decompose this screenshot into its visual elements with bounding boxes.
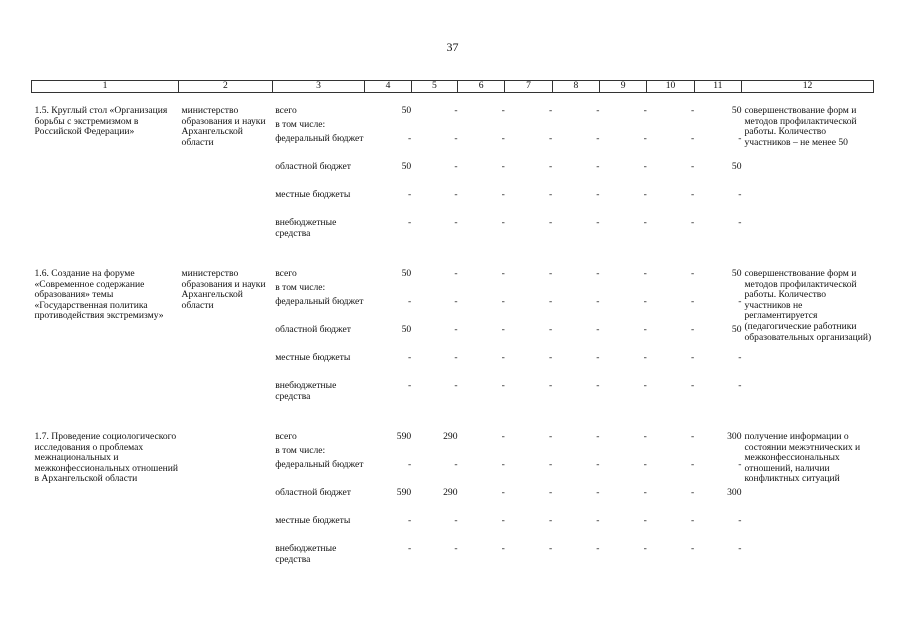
value-cell: - bbox=[501, 217, 505, 228]
value-cell: - bbox=[596, 296, 600, 307]
funding-source: местные бюджеты bbox=[275, 352, 351, 363]
value-cell bbox=[600, 446, 647, 460]
value-cell: - bbox=[501, 133, 505, 144]
value-cell: - bbox=[596, 133, 600, 144]
funding-source: всего bbox=[275, 268, 297, 279]
value-cell bbox=[600, 283, 647, 297]
value-cell: 50 bbox=[731, 105, 742, 116]
value-cell: - bbox=[690, 268, 695, 279]
value-cell: - bbox=[501, 515, 505, 526]
value-cell bbox=[458, 283, 505, 297]
column-header-1: 1 bbox=[32, 81, 179, 93]
value-cell: 50 bbox=[401, 161, 412, 172]
value-cell: - bbox=[690, 459, 695, 470]
value-cell: - bbox=[738, 296, 742, 307]
program-table bbox=[31, 80, 874, 572]
column-header-7: 7 bbox=[505, 81, 552, 93]
value-cell: - bbox=[643, 487, 647, 498]
value-cell: - bbox=[548, 324, 553, 335]
column-header-5: 5 bbox=[411, 81, 457, 93]
value-cell: - bbox=[596, 161, 600, 172]
value-cell: 50 bbox=[401, 324, 412, 335]
value-cell: - bbox=[690, 296, 695, 307]
table-row bbox=[32, 432, 874, 446]
value-cell: - bbox=[454, 133, 458, 144]
value-cell: - bbox=[596, 459, 600, 470]
value-cell: - bbox=[738, 189, 742, 200]
value-cell: 50 bbox=[401, 105, 412, 116]
value-cell: - bbox=[643, 296, 647, 307]
executor bbox=[179, 432, 273, 572]
value-cell: - bbox=[501, 352, 505, 363]
funding-source: в том числе: bbox=[275, 119, 326, 130]
value-cell: - bbox=[454, 217, 458, 228]
executor: министерство образования и науки Архангельской области bbox=[181, 268, 266, 311]
value-cell: - bbox=[548, 189, 553, 200]
value-cell: - bbox=[454, 296, 458, 307]
value-cell: - bbox=[548, 487, 553, 498]
value-cell: - bbox=[690, 431, 695, 442]
value-cell: - bbox=[501, 380, 505, 391]
value-cell: - bbox=[643, 324, 647, 335]
funding-source: федеральный бюджет bbox=[275, 296, 364, 307]
expected-result: совершенствование форм и методов профилактической работы. Количество участников – не менее 50 bbox=[744, 105, 857, 148]
expected-result: совершенствование форм и методов профилактической работы. Количество участников не регламентируется (педагогические работники образовательных организаций) bbox=[744, 268, 872, 343]
column-header-3: 3 bbox=[272, 81, 365, 93]
value-cell: - bbox=[407, 217, 412, 228]
value-cell bbox=[552, 283, 599, 297]
value-cell bbox=[647, 446, 694, 460]
value-cell: 50 bbox=[731, 161, 742, 172]
value-cell: - bbox=[643, 543, 647, 554]
value-cell: - bbox=[548, 161, 553, 172]
value-cell: - bbox=[738, 515, 742, 526]
column-header-11: 11 bbox=[694, 81, 741, 93]
value-cell bbox=[552, 446, 599, 460]
value-cell: - bbox=[596, 380, 600, 391]
value-cell: - bbox=[501, 189, 505, 200]
value-cell: 50 bbox=[731, 324, 742, 335]
value-cell: - bbox=[501, 105, 505, 116]
value-cell: - bbox=[548, 268, 553, 279]
value-cell: - bbox=[548, 380, 553, 391]
column-header-8: 8 bbox=[552, 81, 599, 93]
value-cell: - bbox=[454, 105, 458, 116]
value-cell: - bbox=[596, 324, 600, 335]
value-cell: - bbox=[643, 268, 647, 279]
value-cell: - bbox=[738, 133, 742, 144]
funding-source: всего bbox=[275, 431, 297, 442]
value-cell: - bbox=[690, 189, 695, 200]
value-cell: - bbox=[407, 352, 412, 363]
funding-source: в том числе: bbox=[275, 445, 326, 456]
value-cell bbox=[647, 120, 694, 134]
value-cell: - bbox=[690, 380, 695, 391]
value-cell: - bbox=[501, 431, 505, 442]
value-cell: - bbox=[501, 487, 505, 498]
value-cell: 300 bbox=[727, 487, 742, 498]
value-cell: - bbox=[548, 133, 553, 144]
value-cell: - bbox=[596, 268, 600, 279]
value-cell: - bbox=[643, 105, 647, 116]
measure-title: 1.5. Круглый стол «Организация борьбы с экстремизмом в Российской Федерации» bbox=[34, 105, 168, 138]
value-cell: - bbox=[454, 352, 458, 363]
value-cell: - bbox=[596, 515, 600, 526]
value-cell: - bbox=[501, 459, 505, 470]
value-cell: - bbox=[596, 543, 600, 554]
spacer-row bbox=[32, 93, 874, 107]
value-cell: - bbox=[596, 217, 600, 228]
column-header-10: 10 bbox=[647, 81, 694, 93]
value-cell: - bbox=[407, 543, 412, 554]
value-cell: - bbox=[548, 431, 553, 442]
value-cell bbox=[411, 120, 457, 134]
value-cell bbox=[552, 120, 599, 134]
value-cell bbox=[458, 446, 505, 460]
value-cell: - bbox=[690, 543, 695, 554]
value-cell: - bbox=[596, 431, 600, 442]
value-cell: - bbox=[407, 380, 412, 391]
column-header-2: 2 bbox=[179, 81, 273, 93]
value-cell: - bbox=[690, 217, 695, 228]
table-row bbox=[32, 106, 874, 120]
value-cell bbox=[505, 446, 552, 460]
value-cell: - bbox=[738, 543, 742, 554]
value-cell: - bbox=[454, 380, 458, 391]
value-cell: - bbox=[501, 324, 505, 335]
value-cell bbox=[365, 446, 411, 460]
value-cell: - bbox=[454, 268, 458, 279]
value-cell: - bbox=[690, 515, 695, 526]
value-cell: - bbox=[596, 189, 600, 200]
value-cell: - bbox=[548, 459, 553, 470]
funding-source: внебюджетные средства bbox=[275, 217, 337, 239]
value-cell bbox=[600, 120, 647, 134]
column-header-6: 6 bbox=[458, 81, 505, 93]
value-cell: - bbox=[454, 459, 458, 470]
value-cell: - bbox=[548, 352, 553, 363]
value-cell: - bbox=[690, 352, 695, 363]
funding-source: в том числе: bbox=[275, 282, 326, 293]
executor: министерство образования и науки Архангельской области bbox=[181, 105, 266, 148]
spacer-row bbox=[32, 409, 874, 432]
value-cell: - bbox=[738, 380, 742, 391]
value-cell: - bbox=[548, 543, 553, 554]
value-cell: - bbox=[643, 515, 647, 526]
value-cell: 290 bbox=[443, 431, 458, 442]
value-cell: - bbox=[738, 217, 742, 228]
spacer-row bbox=[32, 246, 874, 269]
value-cell: - bbox=[548, 105, 553, 116]
value-cell: - bbox=[643, 217, 647, 228]
value-cell: - bbox=[501, 161, 505, 172]
value-cell bbox=[694, 283, 741, 297]
value-cell bbox=[694, 120, 741, 134]
value-cell: - bbox=[454, 543, 458, 554]
value-cell: - bbox=[643, 459, 647, 470]
funding-source: всего bbox=[275, 105, 297, 116]
funding-source: местные бюджеты bbox=[275, 189, 351, 200]
value-cell: - bbox=[643, 352, 647, 363]
value-cell: - bbox=[501, 543, 505, 554]
value-cell: - bbox=[738, 352, 742, 363]
value-cell: - bbox=[454, 189, 458, 200]
funding-source: федеральный бюджет bbox=[275, 459, 364, 470]
value-cell: - bbox=[548, 296, 553, 307]
value-cell bbox=[365, 283, 411, 297]
value-cell: - bbox=[501, 296, 505, 307]
value-cell: - bbox=[643, 161, 647, 172]
value-cell: - bbox=[690, 487, 695, 498]
value-cell: - bbox=[596, 487, 600, 498]
value-cell: 50 bbox=[731, 268, 742, 279]
value-cell: - bbox=[548, 217, 553, 228]
value-cell: - bbox=[690, 324, 695, 335]
value-cell: - bbox=[738, 459, 742, 470]
funding-source: местные бюджеты bbox=[275, 515, 351, 526]
value-cell: 50 bbox=[401, 268, 412, 279]
funding-source: внебюджетные средства bbox=[275, 380, 337, 402]
table-row bbox=[32, 269, 874, 283]
funding-source: федеральный бюджет bbox=[275, 133, 364, 144]
value-cell bbox=[458, 120, 505, 134]
value-cell: 300 bbox=[727, 431, 742, 442]
measure-title: 1.7. Проведение социологического исследования о проблемах межнациональных и межконфессиональных отношений в Архангельской области bbox=[34, 431, 178, 485]
value-cell bbox=[505, 120, 552, 134]
funding-source: областной бюджет bbox=[275, 324, 351, 335]
value-cell: - bbox=[643, 431, 647, 442]
value-cell bbox=[411, 446, 457, 460]
value-cell: - bbox=[454, 161, 458, 172]
value-cell: - bbox=[454, 324, 458, 335]
value-cell bbox=[411, 283, 457, 297]
value-cell: - bbox=[690, 161, 695, 172]
value-cell bbox=[365, 120, 411, 134]
value-cell: - bbox=[501, 268, 505, 279]
value-cell bbox=[647, 283, 694, 297]
value-cell: 590 bbox=[396, 487, 412, 498]
value-cell: - bbox=[454, 515, 458, 526]
measure-title: 1.6. Создание на форуме «Современное содержание образования» темы «Государственная политика противодействия экстремизму» bbox=[34, 268, 164, 322]
funding-source: внебюджетные средства bbox=[275, 543, 337, 565]
value-cell: 290 bbox=[443, 487, 458, 498]
column-header-4: 4 bbox=[365, 81, 411, 93]
expected-result: получение информации о состоянии межэтнических и межконфессиональных отношений, наличии конфликтных ситуаций bbox=[744, 431, 861, 485]
funding-source: областной бюджет bbox=[275, 487, 351, 498]
value-cell bbox=[694, 446, 741, 460]
value-cell: - bbox=[407, 189, 412, 200]
value-cell: - bbox=[690, 105, 695, 116]
value-cell: - bbox=[690, 133, 695, 144]
value-cell: - bbox=[407, 515, 412, 526]
value-cell: 590 bbox=[396, 431, 412, 442]
column-header-9: 9 bbox=[600, 81, 647, 93]
value-cell: - bbox=[596, 352, 600, 363]
value-cell: - bbox=[596, 105, 600, 116]
value-cell bbox=[505, 283, 552, 297]
value-cell: - bbox=[407, 459, 412, 470]
column-number-header bbox=[32, 81, 874, 93]
value-cell: - bbox=[643, 189, 647, 200]
value-cell: - bbox=[643, 380, 647, 391]
value-cell: - bbox=[548, 515, 553, 526]
value-cell: - bbox=[643, 133, 647, 144]
page-number: 37 bbox=[446, 40, 459, 54]
value-cell: - bbox=[407, 296, 412, 307]
value-cell: - bbox=[407, 133, 412, 144]
column-header-12: 12 bbox=[741, 81, 873, 93]
funding-source: областной бюджет bbox=[275, 161, 351, 172]
